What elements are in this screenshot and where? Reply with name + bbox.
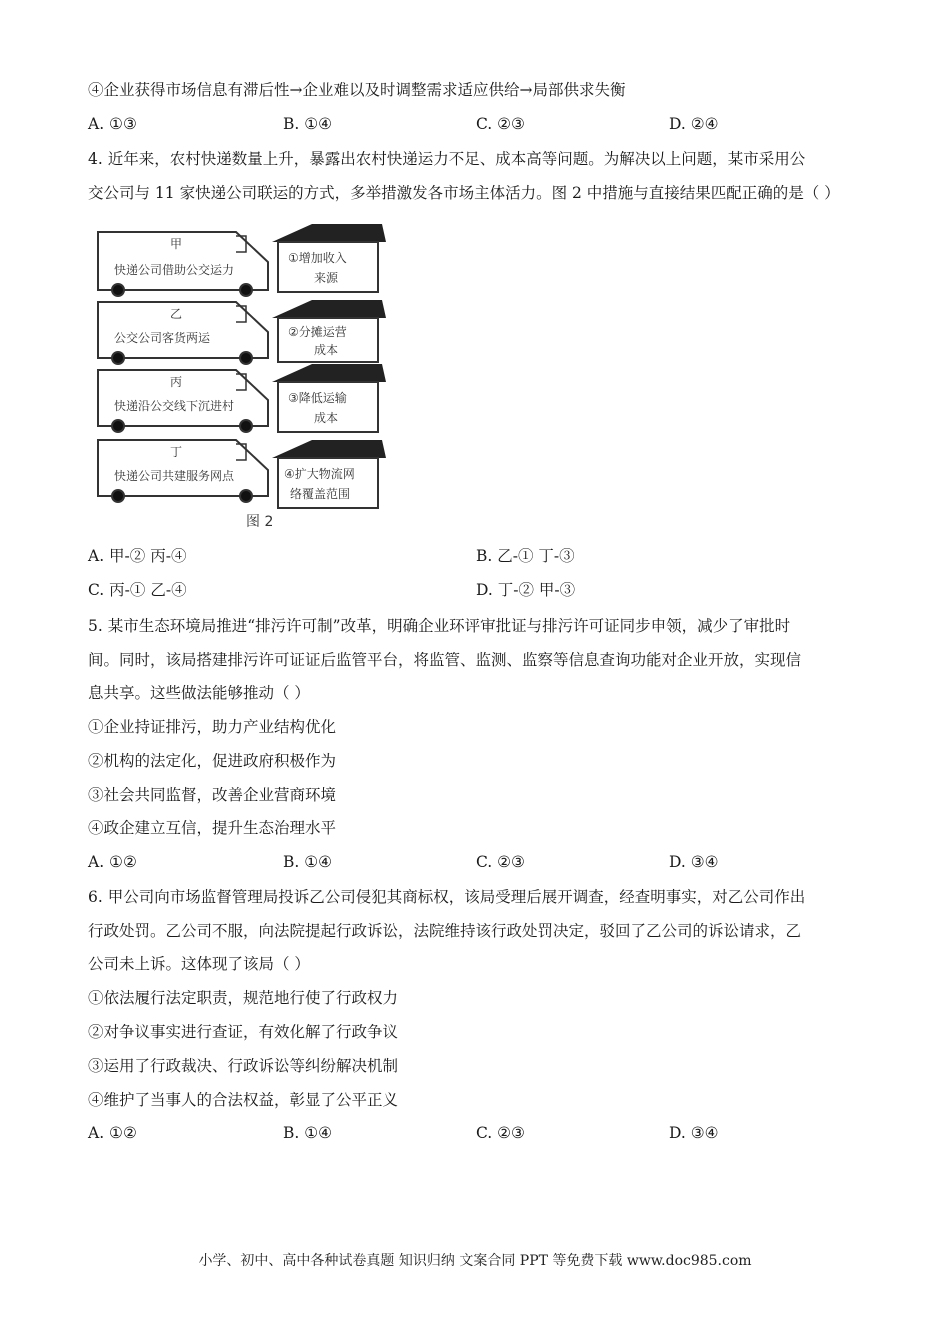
option-a: A. ①③: [88, 115, 137, 133]
page-footer: 小学、初中、高中各种试卷真题 知识归纳 文案合同 PPT 等免费下载 www.doc985.com: [198, 1253, 752, 1269]
option-c: C. ②③: [476, 853, 525, 871]
option-d: D. ③④: [669, 1124, 719, 1142]
truck-ding-text: 快递公司共建服务网点: [114, 469, 235, 483]
truck-ding-label: 丁: [169, 445, 183, 459]
question-4-stem-line1: 4. 近年来，农村快递数量上升，暴露出农村快递运力不足、成本高等问题。为解决以上问题，某市采用公: [88, 150, 806, 168]
option-a: A. ①②: [88, 1124, 137, 1142]
question-5-item-1: ①企业持证排污，助力产业结构优化: [88, 718, 337, 736]
question-6-stem-line2: 行政处罚。乙公司不服，向法院提起行政诉讼，法院维持该行政处罚决定，驳回了乙公司的诉讼请求，乙: [88, 922, 802, 940]
question-6-stem-line1: 6. 甲公司向市场监督管理局投诉乙公司侵犯其商标权，该局受理后展开调查，经查明事实，对乙公司作出: [88, 888, 806, 906]
option-b: B. ①④: [283, 1124, 333, 1142]
house-3-line2: 成本: [314, 411, 339, 425]
option-d: D. 丁-② 甲-③: [476, 581, 576, 599]
question-4-options-row1: [88, 546, 868, 566]
option-d: D. ②④: [669, 115, 719, 133]
house-4-line1: ④扩大物流网: [284, 467, 355, 481]
house-4-line2: 络覆盖范围: [290, 487, 351, 501]
truck-jia-text: 快递公司借助公交运力: [114, 263, 235, 277]
truck-bing-text: 快递沿公交线下沉进村: [114, 399, 235, 413]
figure-2: [96, 222, 396, 534]
option-c: C. ②③: [476, 1124, 525, 1142]
question-5-item-4: ④政企建立互信，提升生态治理水平: [88, 819, 337, 837]
house-1-line2: 来源: [314, 271, 339, 285]
house-2-line1: ②分摊运营: [288, 325, 347, 339]
house-1-line1: ①增加收入: [288, 251, 347, 265]
question-6-item-3: ③运用了行政裁决、行政诉讼等纠纷解决机制: [88, 1057, 399, 1075]
question-3-item-4: ④企业获得市场信息有滞后性→企业难以及时调整需求适应供给→局部供求失衡: [88, 81, 626, 99]
question-6-stem-line3: 公司未上诉。这体现了该局（ ）: [88, 955, 310, 973]
question-5-item-2: ②机构的法定化，促进政府积极作为: [88, 752, 337, 770]
option-b: B. 乙-① 丁-③: [476, 547, 575, 565]
option-b: B. ①④: [283, 115, 333, 133]
question-4-options-row2: [88, 580, 868, 600]
question-6-item-2: ②对争议事实进行查证，有效化解了行政争议: [88, 1023, 399, 1041]
house-3-line1: ③降低运输: [288, 391, 347, 405]
option-d: D. ③④: [669, 853, 719, 871]
truck-yi-text: 公交公司客货两运: [114, 331, 211, 345]
option-a: A. ①②: [88, 853, 137, 871]
option-c: C. ②③: [476, 115, 525, 133]
truck-jia-label: 甲: [169, 237, 183, 251]
question-5-stem-line1: 5. 某市生态环境局推进“排污许可制”改革，明确企业环评审批证与排污许可证同步申领，减少了审批时: [88, 617, 791, 635]
question-6-item-1: ①依法履行法定职责，规范地行使了行政权力: [88, 989, 399, 1007]
truck-bing-label: 丙: [169, 375, 183, 389]
option-c: C. 丙-① 乙-④: [88, 581, 187, 599]
figure-caption: 图 2: [246, 514, 274, 530]
question-5-stem-line3: 息共享。这些做法能够推动（ ）: [88, 684, 310, 702]
figure-2-graphic: [96, 222, 396, 534]
question-5-item-3: ③社会共同监督，改善企业营商环境: [88, 786, 337, 804]
question-6-item-4: ④维护了当事人的合法权益，彰显了公平正义: [88, 1091, 399, 1109]
option-b: B. ①④: [283, 853, 333, 871]
house-2-line2: 成本: [314, 343, 339, 357]
question-5-options: [88, 852, 868, 872]
question-4-stem-line2: 交公司与 11 家快递公司联运的方式，多举措激发各市场主体活力。图 2 中措施与直接结果匹配正确的是（ ）: [88, 184, 840, 202]
question-6-options: [88, 1123, 868, 1143]
truck-yi-label: 乙: [169, 307, 183, 321]
option-a: A. 甲-② 丙-④: [88, 547, 187, 565]
question-3-options: [88, 114, 868, 134]
question-5-stem-line2: 间。同时，该局搭建排污许可证证后监管平台，将监管、监测、监察等信息查询功能对企业开放，实现信: [88, 651, 802, 669]
